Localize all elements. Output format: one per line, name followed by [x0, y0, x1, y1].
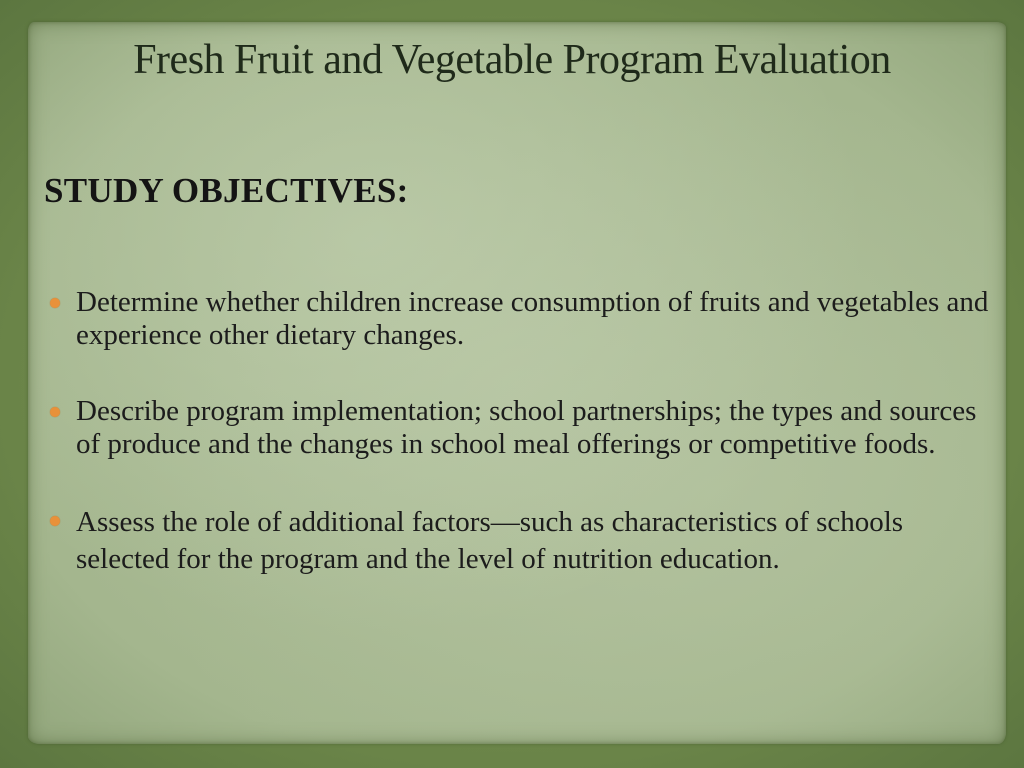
- list-item: [44, 286, 999, 352]
- bullet-dot-icon: [50, 407, 60, 417]
- list-item: [44, 504, 999, 578]
- bullet-dot-icon: [50, 298, 60, 308]
- slide-title: Fresh Fruit and Vegetable Program Evaluation: [133, 37, 891, 83]
- bullet-text: Determine whether children increase consumption of fruits and vegetables and experience other dietary changes.: [76, 286, 989, 351]
- list-item: [44, 395, 999, 461]
- bullet-text: Assess the role of additional factors—such as characteristics of schools selected for the program and the level of nutrition education.: [76, 506, 904, 575]
- objectives-list: [44, 286, 999, 621]
- bullet-text: Describe program implementation; school partnerships; the types and sources of produce and the changes in school meal offerings or competitive foods.: [76, 395, 977, 460]
- section-heading: STUDY OBJECTIVES:: [44, 171, 409, 210]
- bullet-dot-icon: [50, 516, 60, 526]
